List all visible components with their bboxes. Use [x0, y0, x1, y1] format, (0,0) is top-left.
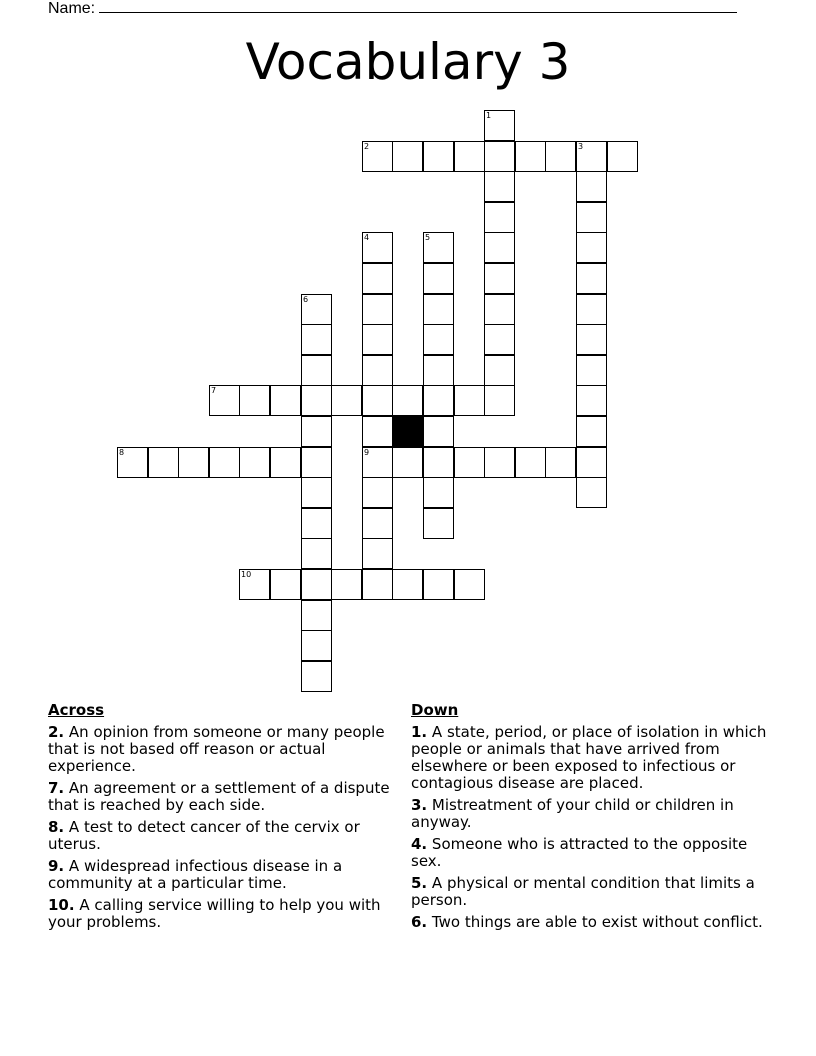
crossword-cell[interactable]	[362, 294, 393, 325]
clue-text: Two things are able to exist without conflict.	[431, 913, 763, 931]
crossword-cell[interactable]	[484, 447, 515, 478]
crossword-cell[interactable]	[270, 385, 301, 416]
crossword-cell[interactable]	[301, 477, 332, 508]
across-clue	[48, 897, 398, 931]
crossword-cell[interactable]	[392, 385, 423, 416]
crossword-cell[interactable]	[301, 447, 332, 478]
crossword-cell[interactable]	[484, 294, 515, 325]
crossword-cell[interactable]	[454, 569, 485, 600]
crossword-cell[interactable]	[423, 569, 454, 600]
crossword-black-cell	[392, 416, 423, 447]
cell-number: 4	[364, 233, 370, 242]
crossword-cell[interactable]	[423, 324, 454, 355]
crossword-cell[interactable]	[484, 355, 515, 386]
clue-text: Mistreatment of your child or children in anyway.	[411, 796, 734, 831]
crossword-cell[interactable]	[209, 447, 240, 478]
crossword-cell[interactable]	[117, 447, 148, 478]
crossword-cell[interactable]	[331, 569, 362, 600]
clue-number: 5.	[411, 874, 428, 892]
down-clue	[411, 875, 769, 909]
crossword-cell[interactable]	[484, 385, 515, 416]
down-clues	[411, 702, 769, 936]
cell-number: 3	[578, 142, 584, 151]
crossword-cell[interactable]	[362, 385, 393, 416]
clue-text: A test to detect cancer of the cervix or uterus.	[48, 818, 360, 853]
clue-text: An opinion from someone or many people that is not based off reason or actual experience.	[48, 723, 385, 775]
crossword-cell[interactable]	[362, 416, 393, 447]
crossword-cell[interactable]	[362, 232, 393, 263]
crossword-cell[interactable]	[148, 447, 179, 478]
crossword-cell[interactable]	[362, 324, 393, 355]
crossword-cell[interactable]	[362, 477, 393, 508]
crossword-cell[interactable]	[209, 385, 240, 416]
crossword-cell[interactable]	[576, 416, 607, 447]
crossword-cell[interactable]	[576, 232, 607, 263]
down-clue	[411, 724, 769, 792]
crossword-cell[interactable]	[576, 447, 607, 478]
clue-number: 4.	[411, 835, 428, 853]
name-label: Name:	[48, 0, 96, 17]
clue-text: A calling service willing to help you with your problems.	[48, 896, 381, 931]
cell-number: 1	[486, 111, 492, 120]
clue-number: 1.	[411, 723, 428, 741]
clue-text: An agreement or a settlement of a dispute that is reached by each side.	[48, 779, 390, 814]
crossword-cell[interactable]	[301, 630, 332, 661]
across-clue	[48, 780, 398, 814]
crossword-cell[interactable]	[362, 508, 393, 539]
cell-number: 5	[425, 233, 431, 242]
clue-number: 2.	[48, 723, 65, 741]
crossword-cell[interactable]	[576, 294, 607, 325]
crossword-cell[interactable]	[301, 416, 332, 447]
crossword-cell[interactable]	[515, 447, 546, 478]
clue-number: 7.	[48, 779, 65, 797]
crossword-cell[interactable]	[484, 141, 515, 172]
crossword-cell[interactable]	[423, 447, 454, 478]
crossword-cell[interactable]	[454, 385, 485, 416]
crossword-cell[interactable]	[270, 569, 301, 600]
down-clue	[411, 797, 769, 831]
clue-number: 6.	[411, 913, 428, 931]
crossword-cell[interactable]	[484, 324, 515, 355]
crossword-cell[interactable]	[576, 324, 607, 355]
crossword-cell[interactable]	[576, 202, 607, 233]
clue-number: 8.	[48, 818, 65, 836]
crossword-cell[interactable]	[362, 355, 393, 386]
cell-number: 10	[241, 570, 252, 579]
across-clues	[48, 702, 398, 936]
across-clue	[48, 724, 398, 775]
crossword-cell[interactable]	[362, 538, 393, 569]
clue-text: A physical or mental condition that limits a person.	[411, 874, 755, 909]
crossword-cell[interactable]	[239, 447, 270, 478]
cell-number: 8	[119, 448, 125, 457]
crossword-cell[interactable]	[423, 385, 454, 416]
crossword-cell[interactable]	[607, 141, 638, 172]
crossword-cell[interactable]	[423, 355, 454, 386]
crossword-cell[interactable]	[301, 508, 332, 539]
crossword-cell[interactable]	[423, 263, 454, 294]
crossword-cell[interactable]	[362, 447, 393, 478]
crossword-cell[interactable]	[484, 232, 515, 263]
clue-number: 9.	[48, 857, 65, 875]
cell-number: 7	[211, 386, 217, 395]
crossword-cell[interactable]	[301, 294, 332, 325]
crossword-cell[interactable]	[301, 661, 332, 692]
crossword-cell[interactable]	[484, 171, 515, 202]
crossword-cell[interactable]	[423, 508, 454, 539]
crossword-cell[interactable]	[423, 477, 454, 508]
crossword-cell[interactable]	[239, 569, 270, 600]
clue-text: Someone who is attracted to the opposite sex.	[411, 835, 748, 870]
crossword-cell[interactable]	[362, 569, 393, 600]
crossword-cell[interactable]	[362, 263, 393, 294]
clue-text: A state, period, or place of isolation in which people or animals that have arrived from elsewhere or been exposed to infectious or contagious disease are placed.	[411, 723, 767, 792]
clue-number: 3.	[411, 796, 428, 814]
crossword-cell[interactable]	[484, 110, 515, 141]
crossword-cell[interactable]	[392, 569, 423, 600]
crossword-cell[interactable]	[545, 141, 576, 172]
cell-number: 9	[364, 448, 370, 457]
crossword-cell[interactable]	[576, 355, 607, 386]
crossword-cell[interactable]	[301, 600, 332, 631]
across-clue	[48, 819, 398, 853]
crossword-cell[interactable]	[239, 385, 270, 416]
crossword-cell[interactable]	[423, 294, 454, 325]
page-title: Vocabulary 3	[245, 33, 571, 91]
clue-number: 10.	[48, 896, 75, 914]
across-clue	[48, 858, 398, 892]
crossword-cell[interactable]	[484, 202, 515, 233]
crossword-cell[interactable]	[270, 447, 301, 478]
crossword-cell[interactable]	[331, 385, 362, 416]
down-clue	[411, 836, 769, 870]
crossword-cell[interactable]	[301, 569, 332, 600]
crossword-cell[interactable]	[301, 324, 332, 355]
crossword-cell[interactable]	[392, 141, 423, 172]
down-clue	[411, 914, 769, 931]
crossword-cell[interactable]	[423, 416, 454, 447]
clue-text: A widespread infectious disease in a community at a particular time.	[48, 857, 343, 892]
crossword-cell[interactable]	[423, 141, 454, 172]
crossword-cell[interactable]	[576, 477, 607, 508]
crossword-cell[interactable]	[423, 232, 454, 263]
crossword-cell[interactable]	[454, 447, 485, 478]
down-heading: Down	[411, 701, 459, 719]
crossword-cell[interactable]	[576, 171, 607, 202]
crossword-cell[interactable]	[576, 263, 607, 294]
crossword-cell[interactable]	[392, 447, 423, 478]
crossword-cell[interactable]	[362, 141, 393, 172]
crossword-cell[interactable]	[301, 355, 332, 386]
crossword-cell[interactable]	[515, 141, 546, 172]
cell-number: 2	[364, 142, 370, 151]
crossword-cell[interactable]	[484, 263, 515, 294]
crossword-cell[interactable]	[576, 141, 607, 172]
across-heading: Across	[48, 701, 105, 719]
crossword-cell[interactable]	[301, 538, 332, 569]
crossword-cell[interactable]	[576, 385, 607, 416]
cell-number: 6	[303, 295, 309, 304]
crossword-cell[interactable]	[178, 447, 209, 478]
crossword-cell[interactable]	[545, 447, 576, 478]
crossword-cell[interactable]	[301, 385, 332, 416]
crossword-cell[interactable]	[454, 141, 485, 172]
